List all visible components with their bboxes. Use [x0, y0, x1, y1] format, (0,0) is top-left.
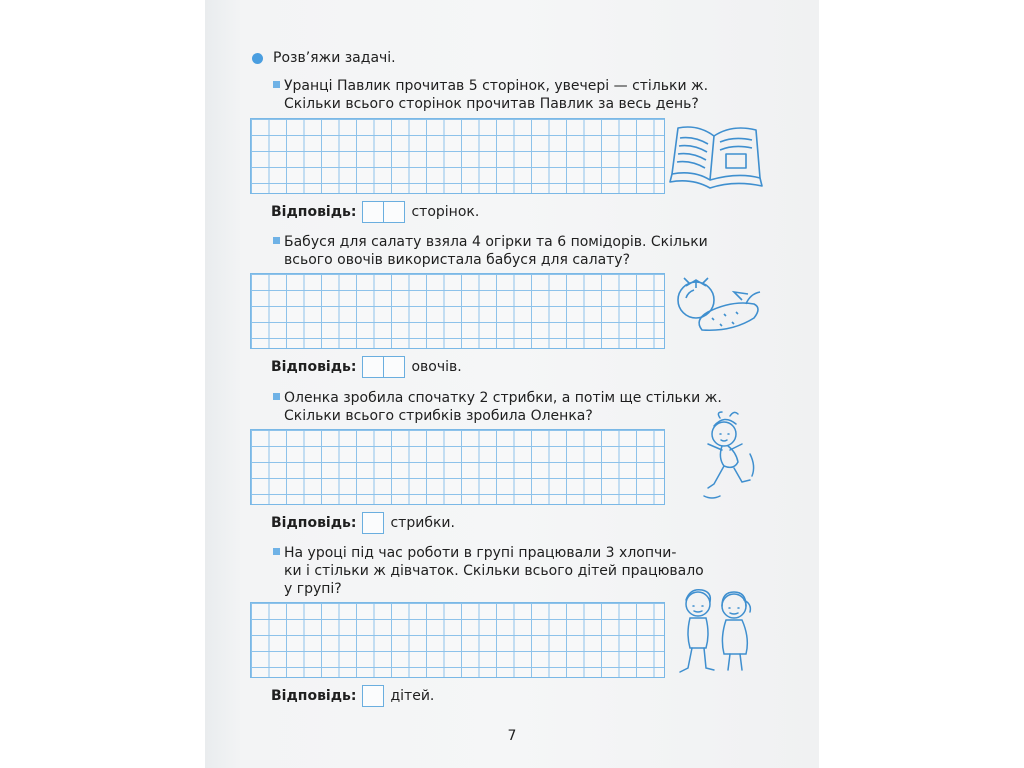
problem-1-text	[273, 77, 773, 113]
answer-digit-box[interactable]	[362, 512, 384, 534]
problem-1-line-2: Скільки всього сторінок прочитав Павлик за весь день?	[284, 96, 699, 112]
bullet-icon	[252, 53, 263, 64]
answer-label: Відповідь:	[271, 204, 357, 220]
book-icon	[668, 120, 764, 194]
problem-4-line-1: На уроці під час роботи в групі працювали 3 хлопчи-	[284, 545, 677, 561]
problem-4-line-2: ки і стільки ж дівчаток. Скільки всього дітей працювало	[284, 563, 704, 579]
problem-2-line-1: Бабуся для салату взяла 4 огірки та 6 помідорів. Скільки	[284, 234, 708, 250]
square-bullet-icon	[273, 237, 280, 244]
problem-4-answer-row	[271, 685, 434, 707]
problem-2-line-2: всього овочів використала бабуся для салату?	[284, 252, 631, 268]
answer-digit-box[interactable]	[362, 685, 384, 707]
answer-label: Відповідь:	[271, 688, 357, 704]
problem-3-answer-boxes	[362, 512, 384, 534]
answer-digit-box[interactable]	[362, 356, 384, 378]
answer-unit: овочів.	[411, 359, 462, 375]
problem-1-answer-row	[271, 201, 479, 223]
problem-2-answer-row	[271, 356, 462, 378]
problem-1-line-1: Уранці Павлик прочитав 5 сторінок, увечері — стільки ж.	[284, 78, 709, 94]
problem-2-answer-boxes	[362, 356, 405, 378]
problem-3-line-2: Скільки всього стрибків зробила Оленка?	[284, 408, 593, 424]
answer-label: Відповідь:	[271, 359, 357, 375]
problem-4-line-3: у групі?	[284, 581, 342, 597]
square-bullet-icon	[273, 548, 280, 555]
answer-unit: дітей.	[390, 688, 435, 704]
jumping-girl-icon	[700, 410, 760, 502]
answer-digit-box[interactable]	[362, 201, 384, 223]
problem-1-solution-grid[interactable]	[250, 118, 665, 194]
answer-label: Відповідь:	[271, 515, 357, 531]
problem-3-line-1: Оленка зробила спочатку 2 стрибки, а потім ще стільки ж.	[284, 390, 722, 406]
answer-unit: сторінок.	[411, 204, 480, 220]
problem-2-solution-grid[interactable]	[250, 273, 665, 349]
problem-2-text	[273, 233, 773, 269]
problem-3-solution-grid[interactable]	[250, 429, 665, 505]
instruction-text: Розв’яжи задачі.	[273, 50, 396, 66]
square-bullet-icon	[273, 393, 280, 400]
problem-3-answer-row	[271, 512, 455, 534]
page-number: 7	[507, 728, 517, 744]
children-icon	[672, 584, 764, 680]
answer-digit-box[interactable]	[384, 201, 405, 223]
answer-unit: стрибки.	[390, 515, 455, 531]
section-heading	[252, 50, 396, 66]
square-bullet-icon	[273, 81, 280, 88]
answer-digit-box[interactable]	[384, 356, 405, 378]
problem-4-solution-grid[interactable]	[250, 602, 665, 678]
tomato-cucumber-icon	[672, 274, 764, 340]
problem-3-text	[273, 389, 773, 425]
problem-1-answer-boxes	[362, 201, 405, 223]
problem-4-answer-boxes	[362, 685, 384, 707]
